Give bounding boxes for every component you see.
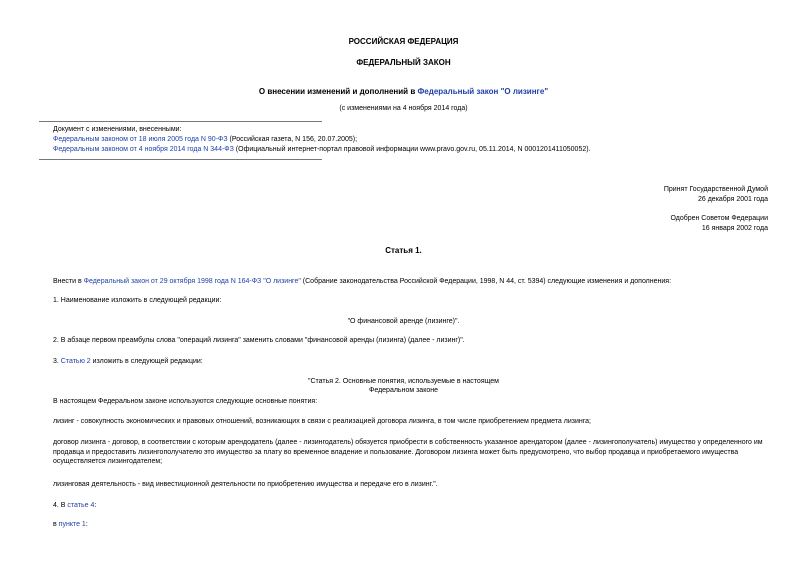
new-article-heading-line1: "Статья 2. Основные понятия, используемые в настоящем (308, 378, 499, 385)
changes-bottom-divider (39, 159, 322, 160)
paragraph-text: изложить в следующей редакции: (90, 358, 203, 365)
paragraph-text: 3. (53, 358, 61, 365)
changes-item (53, 136, 357, 143)
country-heading: РОССИЙСКАЯ ФЕДЕРАЦИЯ (348, 37, 459, 46)
law-type-heading: ФЕДЕРАЛЬНЫЙ ЗАКОН (356, 58, 451, 67)
paragraph-text: Внести в (53, 278, 84, 285)
amendment-point-2: 2. В абзаце первом преамбулы слова "операций лизинга" заменить словами "финансовой аренды (лизинга) (далее - лизинг)". (53, 337, 465, 344)
paragraph-text: : (85, 521, 88, 528)
article-intro-paragraph (53, 278, 671, 285)
amendment-point-1: 1. Наименование изложить в следующей редакции: (53, 297, 222, 304)
amendment-point-3 (53, 358, 203, 365)
duma-adoption-date: 26 декабря 2001 года (697, 196, 768, 203)
point-1-reference (53, 521, 88, 528)
base-law-link[interactable]: Федеральный закон от 29 октября 1998 года N 164-ФЗ "О лизинге" (83, 278, 301, 285)
title-law-link[interactable]: Федеральный закон "О лизинге" (417, 87, 549, 96)
definitions-intro: В настоящем Федеральном законе используются следующие основные понятия: (53, 398, 318, 405)
duma-adoption: Принят Государственной Думой (663, 186, 768, 193)
changes-item (53, 146, 591, 153)
paragraph-text: 4. В (53, 502, 68, 509)
definition-leasing: лизинг - совокупность экономических и правовых отношений, возникающих в связи с реализацией договора лизинга, в том числе приобретением предмета лизинга; (53, 418, 591, 425)
definition-leasing-contract: договор лизинга - договор, в соответствии с которым арендодатель (далее - лизингодатель) обязуется приобрести в собственность указанное арендатором (далее - лизингополучатель) имущество у определенного им продавца и предоставить лизингополучателю это имущество за плату во временное владение и пользование. Договором лизинга может быть предусмотрено, что выбор продавца и приобретаемого имущества осуществляется лизингодателем; (53, 439, 763, 465)
new-title-text: "О финансовой аренде (лизинге)". (347, 318, 460, 325)
title-text: О внесении изменений и дополнений в (258, 87, 418, 96)
council-approval-date: 16 января 2002 года (701, 225, 768, 232)
paragraph-text: (Собрание законодательства Российской Федерации, 1998, N 44, ст. 5394) следующие изменения и дополнения: (300, 278, 672, 285)
amendment-point-4 (53, 502, 96, 509)
changes-intro: Документ с изменениями, внесенными: (53, 126, 182, 133)
document-subtitle: (с изменениями на 4 ноября 2014 года) (339, 105, 468, 112)
article-4-link[interactable]: статье 4 (67, 502, 95, 509)
definition-leasing-activity: лизинговая деятельность - вид инвестиционной деятельности по приобретению имущества и передаче его в лизинг.". (53, 481, 438, 488)
paragraph-text: в (53, 521, 59, 528)
amendment-link-2005[interactable]: Федеральным законом от 18 июля 2005 года N 90-ФЗ (53, 136, 228, 143)
point-1-link[interactable]: пункте 1 (58, 521, 86, 528)
council-approval: Одобрен Советом Федерации (670, 215, 768, 222)
document-title (0, 87, 807, 96)
amendment-source: (Российская газета, N 156, 20.07.2005); (227, 136, 358, 143)
article-2-link[interactable]: Статью 2 (60, 358, 91, 365)
amendment-link-2014[interactable]: Федеральным законом от 4 ноября 2014 года N 344-ФЗ (53, 146, 234, 153)
changes-top-divider (39, 121, 322, 122)
article-heading: Статья 1. (385, 246, 422, 255)
paragraph-text: : (94, 502, 97, 509)
amendment-source: (Официальный интернет-портал правовой информации www.pravo.gov.ru, 05.11.2014, N 0001201411050052). (233, 146, 591, 153)
new-article-heading-line2: Федеральном законе (369, 387, 438, 394)
